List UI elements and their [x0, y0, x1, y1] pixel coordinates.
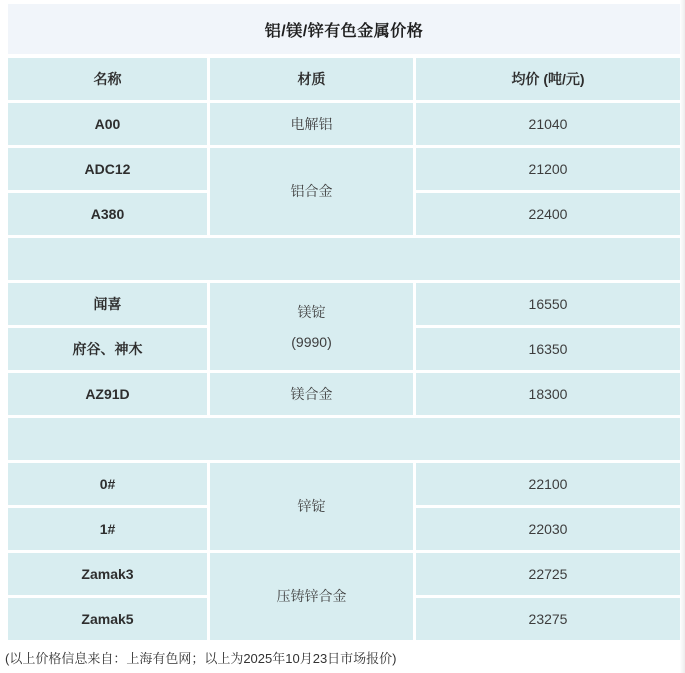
price-cell: 22725	[416, 553, 680, 595]
name-cell: Zamak3	[8, 553, 207, 595]
name-cell: A380	[8, 193, 207, 235]
page-right-edge-shadow	[680, 0, 685, 673]
material-cell: 电解铝	[210, 103, 413, 145]
material-line1: 镁锭	[297, 303, 326, 320]
price-cell: 22400	[416, 193, 680, 235]
section-spacer	[8, 418, 680, 460]
name-cell: 府谷、神木	[8, 328, 207, 370]
material-cell: 压铸锌合金	[210, 553, 413, 640]
material-line2: (9990)	[291, 333, 332, 350]
price-cell: 16550	[416, 283, 680, 325]
name-cell: 1#	[8, 508, 207, 550]
material-cell: 锌锭	[210, 463, 413, 550]
name-cell: A00	[8, 103, 207, 145]
name-cell: 0#	[8, 463, 207, 505]
header-name: 名称	[8, 58, 207, 100]
material-cell: 镁合金	[210, 373, 413, 415]
material-cell	[210, 283, 413, 370]
price-table	[8, 4, 680, 640]
section-spacer	[8, 238, 680, 280]
price-cell: 16350	[416, 328, 680, 370]
price-grid	[8, 58, 680, 640]
name-cell: ADC12	[8, 148, 207, 190]
price-cell: 23275	[416, 598, 680, 640]
price-cell: 22100	[416, 463, 680, 505]
price-cell: 21200	[416, 148, 680, 190]
price-cell: 22030	[416, 508, 680, 550]
header-material: 材质	[210, 58, 413, 100]
name-cell: 闻喜	[8, 283, 207, 325]
price-cell: 21040	[416, 103, 680, 145]
name-cell: Zamak5	[8, 598, 207, 640]
material-cell: 铝合金	[210, 148, 413, 235]
header-price: 均价 (吨/元)	[416, 58, 680, 100]
name-cell: AZ91D	[8, 373, 207, 415]
table-title: 铝/镁/锌有色金属价格	[8, 4, 680, 54]
price-cell: 18300	[416, 373, 680, 415]
source-note: (以上价格信息来自：上海有色网；以上为2025年10月23日市场报价)	[5, 651, 397, 666]
